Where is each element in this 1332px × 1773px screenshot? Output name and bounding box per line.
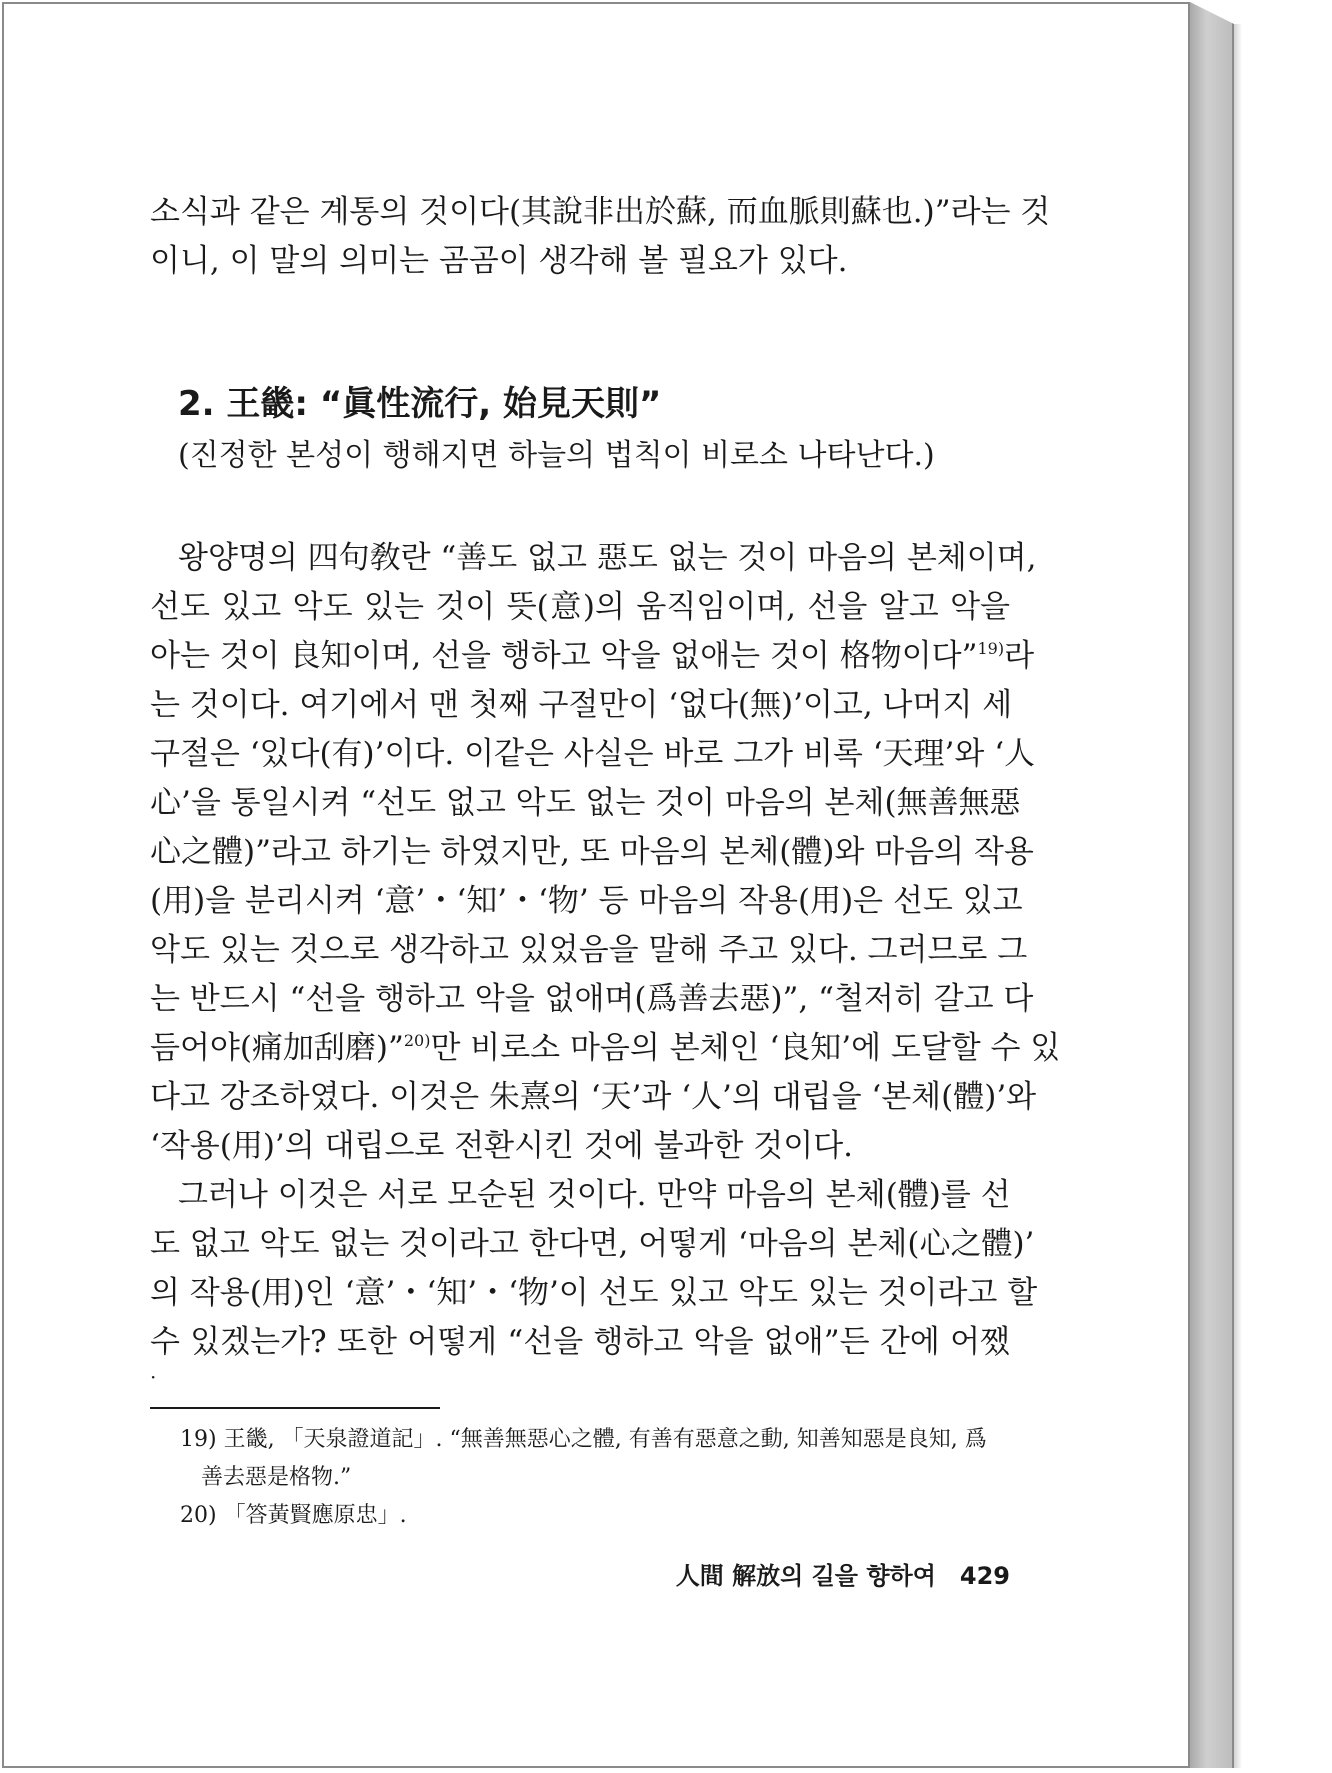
p1-line-13: ‘작용(用)’의 대립으로 전환시킨 것에 불과한 것이다. bbox=[150, 1128, 853, 1164]
paragraph-1 bbox=[150, 534, 1061, 1171]
p1-line-3 bbox=[150, 632, 1035, 681]
p1-line-11-tail: 만 비로소 마음의 본체인 ‘良知’에 도달할 수 있 bbox=[430, 1030, 1061, 1066]
footnote-19-line-2: 善去惡是格物.” bbox=[201, 1465, 352, 1490]
intro-line-1: 소식과 같은 계통의 것이다(其說非出於蘇, 而血脈則蘇也.)”라는 것 bbox=[150, 194, 1051, 230]
footnote-ref-20: 20) bbox=[403, 1031, 431, 1050]
footnote-divider bbox=[150, 1407, 440, 1409]
p1-line-3-tail: 라 bbox=[1004, 638, 1035, 674]
p1-line-5: 구절은 ‘있다(有)’이다. 이같은 사실은 바로 그가 비록 ‘天理’와 ‘人 bbox=[150, 736, 1036, 772]
p1-line-8: (用)을 분리시켜 ‘意’・‘知’・‘物’ 등 마음의 작용(用)은 선도 있고 bbox=[150, 883, 1023, 919]
footnotes bbox=[150, 1421, 1010, 1535]
section-heading: 2. 王畿: “眞性流行, 始見天則” bbox=[178, 384, 662, 424]
p2-line-4: 수 있겠는가? 또한 어떻게 “선을 행하고 악을 없애”든 간에 어쨌 bbox=[150, 1324, 1010, 1360]
running-footer bbox=[150, 1556, 1010, 1591]
p1-line-7: 心之體)”라고 하기는 하였지만, 또 마음의 본체(體)와 마음의 작용 bbox=[150, 834, 1034, 870]
p1-line-11 bbox=[150, 1024, 1061, 1073]
intro-line-2: 이니, 이 말의 의미는 곰곰이 생각해 볼 필요가 있다. bbox=[150, 243, 848, 279]
page-edge-shadow bbox=[1234, 24, 1242, 1768]
section-subheading: (진정한 본성이 행해지면 하늘의 법칙이 비로소 나타난다.) bbox=[178, 438, 935, 473]
footnote-20: 20) 「答黃賢應原忠」. bbox=[180, 1503, 407, 1528]
p1-line-6: 心’을 통일시켜 “선도 없고 악도 없는 것이 마음의 본체(無善無惡 bbox=[150, 785, 1021, 821]
paragraph-2 bbox=[150, 1171, 1038, 1391]
p2-line-2: 도 없고 악도 없는 것이라고 한다면, 어떻게 ‘마음의 본체(心之體)’ bbox=[150, 1226, 1035, 1262]
page-number: 429 bbox=[959, 1562, 1010, 1590]
p1-line-10: 는 반드시 “선을 행하고 악을 없애며(爲善去惡)”, “철저히 갈고 다 bbox=[150, 981, 1034, 1017]
p1-line-11-text: 듬어야(痛加刮磨)” bbox=[150, 1030, 404, 1066]
p1-line-12: 다고 강조하였다. 이것은 朱熹의 ‘天’과 ‘人’의 대립을 ‘본체(體)’와 bbox=[150, 1079, 1037, 1115]
page-edge bbox=[1190, 2, 1234, 1768]
page-body bbox=[150, 188, 1061, 1535]
p1-line-4: 는 것이다. 여기에서 맨 첫째 구절만이 ‘없다(無)’이고, 나머지 세 bbox=[150, 687, 1013, 723]
running-footer-title: 人間 解放의 길을 향하여 bbox=[675, 1562, 936, 1590]
p2-line-3: 의 작용(用)인 ‘意’・‘知’・‘物’이 선도 있고 악도 있는 것이라고 할 bbox=[150, 1275, 1038, 1311]
p1-line-3-text: 아는 것이 良知이며, 선을 행하고 악을 없애는 것이 格物이다” bbox=[150, 638, 978, 674]
continuation-mark: · bbox=[150, 1365, 157, 1389]
p1-line-1: 왕양명의 四句敎란 “善도 없고 惡도 없는 것이 마음의 본체이며, bbox=[178, 540, 1037, 576]
p1-line-9: 악도 있는 것으로 생각하고 있었음을 말해 주고 있다. 그러므로 그 bbox=[150, 932, 1028, 968]
footnote-19-line-1: 19) 王畿, 「天泉證道記」. “無善無惡心之體, 有善有惡意之動, 知善知惡是良知, 爲 bbox=[180, 1427, 987, 1452]
p1-line-2: 선도 있고 악도 있는 것이 뜻(意)의 움직임이며, 선을 알고 악을 bbox=[150, 589, 1010, 625]
p2-line-1: 그러나 이것은 서로 모순된 것이다. 만약 마음의 본체(體)를 선 bbox=[178, 1177, 1011, 1213]
footnote-ref-19: 19) bbox=[977, 639, 1005, 658]
